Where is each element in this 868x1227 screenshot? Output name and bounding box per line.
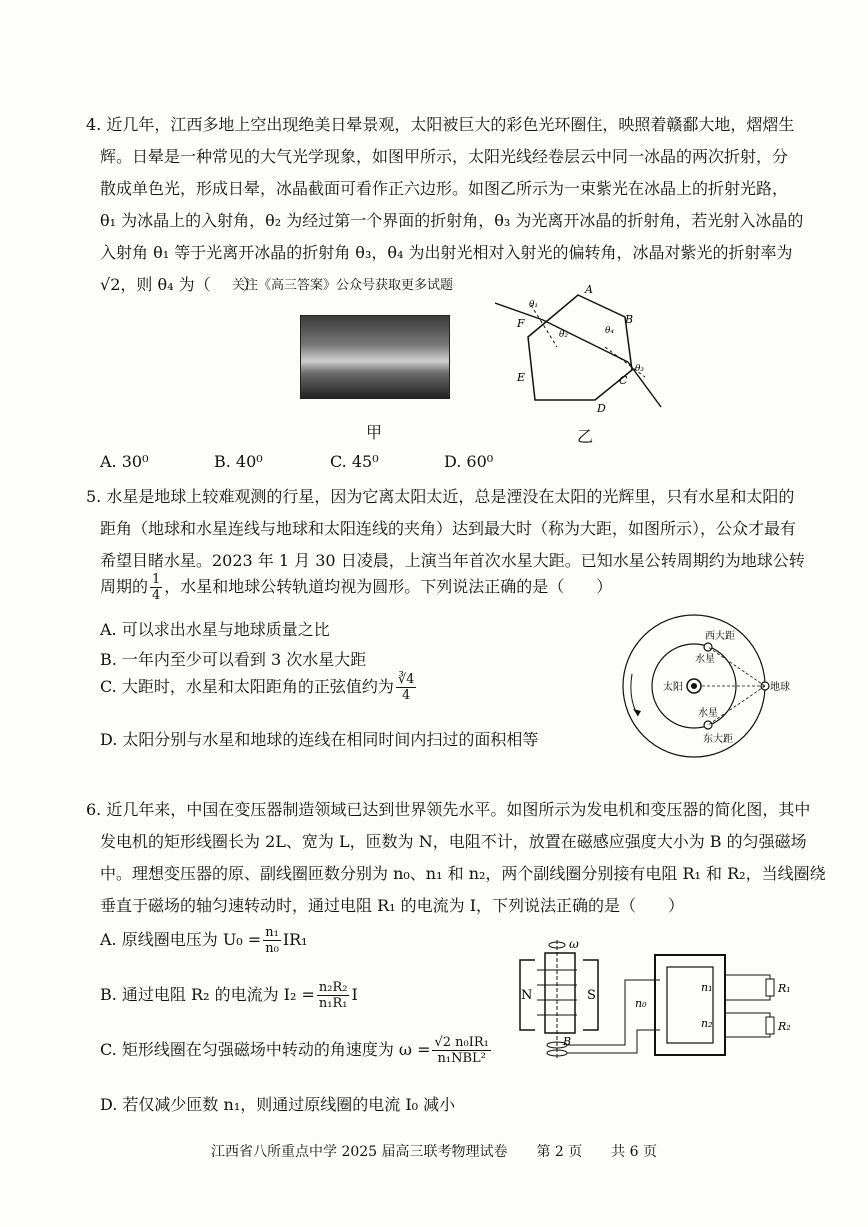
cbrt4-over-4: [396, 672, 417, 703]
q6-a-den: n₀: [265, 941, 279, 956]
footer-total: 共 6 页: [611, 1144, 657, 1160]
omega-label: ω: [569, 937, 579, 951]
q6-option-a[interactable]: [100, 925, 308, 956]
fraction-numerator: 1: [152, 572, 161, 587]
theta2-label: θ₂: [559, 330, 569, 340]
hexagon-shape: [528, 295, 632, 400]
n-pole-label: N: [521, 988, 533, 1003]
q4-line-5: 入射角 θ₁ 等于光离开冰晶的折射角 θ₃，θ₄ 为出射光相对入射光的偏转角，冰晶对紫光的折射率为: [100, 243, 793, 262]
hexagon-figure: [495, 285, 675, 435]
q5-line-4: [100, 572, 612, 603]
q5-option-c[interactable]: [100, 672, 418, 703]
q4-option-a[interactable]: A. 30⁰: [100, 452, 149, 471]
resistor-r2: [766, 1017, 774, 1034]
n2-label: n₂: [701, 1017, 713, 1030]
vertex-a: A: [585, 285, 593, 296]
q5-option-a[interactable]: A. 可以求出水星与地球质量之比: [100, 620, 330, 639]
q4-line-6: √2，则 θ₄ 为（ ）: [100, 275, 259, 294]
footer-title: 江西省八所重点中学 2025 届高三联考物理试卷: [211, 1144, 508, 1160]
rectangular-coil: [545, 953, 575, 1033]
q5-option-c-text: C. 大距时，水星和太阳距角的正弦值约为: [100, 677, 394, 696]
n1-label: n₁: [701, 981, 713, 994]
mercury-bottom-label: 水星: [698, 708, 718, 719]
footer-page: 第 2 页: [536, 1144, 583, 1160]
sun-label: 太阳: [663, 682, 683, 693]
q4-option-d[interactable]: D. 60⁰: [444, 452, 494, 471]
fraction-denominator: 4: [152, 588, 161, 603]
fig-yi-label: 乙: [577, 427, 594, 446]
q6-line-1: 6. 近几年来，中国在变压器制造领域已达到世界领先水平。如图所示为发电机和变压器的简化图，其中: [86, 800, 811, 819]
q4-watermark: 关注《高三答案》公众号获取更多试题: [232, 278, 454, 293]
q6-option-b-fraction: [317, 980, 350, 1011]
s-pole-label: S: [587, 988, 596, 1003]
q5-line-2: 距角（地球和水星连线与地球和太阳连线的夹角）达到最大时（称为大距，如图所示），公众才最有: [100, 519, 797, 538]
q6-a-num: n₁: [265, 925, 279, 940]
vertex-c: C: [619, 374, 628, 387]
b-field-label: B: [563, 1035, 572, 1048]
q6-option-d[interactable]: D. 若仅减少匝数 n₁，则通过原线圈的电流 I₀ 减小: [100, 1095, 456, 1114]
q6-option-c-fraction: [432, 1035, 490, 1066]
cbrt-numerator: ∛4: [397, 672, 415, 687]
q6-c-den: n₁NBL²: [437, 1051, 486, 1066]
q4-line-2: 辉。日晕是一种常见的大气光学现象，如图甲所示，太阳光线经卷层云中同一冰晶的两次折射，分: [100, 147, 789, 166]
secondary-circuit-1: [725, 975, 770, 1000]
theta4-label: θ₄: [605, 326, 615, 336]
q6-option-a-fraction: [263, 925, 281, 956]
resistor-r1: [766, 979, 774, 996]
page-footer: [0, 1141, 868, 1161]
q6-option-b[interactable]: [100, 980, 358, 1011]
q6-option-b-pre: B. 通过电阻 R₂ 的电流为 I₂ =: [100, 985, 315, 1004]
q5-line-4-post: ，水星和地球公转轨道均视为圆形。下列说法正确的是（ ）: [164, 577, 613, 596]
q4-option-c[interactable]: C. 45⁰: [330, 452, 379, 471]
generator-transformer-figure: [515, 935, 805, 1065]
q6-b-num: n₂R₂: [318, 980, 348, 995]
q6-line-2: 发电机的矩形线圈长为 2L、宽为 L，匝数为 N，电阻不计，放置在磁感应强度大小为 B 的匀强磁场: [100, 832, 807, 851]
q6-c-num: √2 n₀IR₁: [434, 1035, 489, 1050]
vertex-e: E: [517, 371, 526, 384]
earth-label: 地球: [770, 682, 790, 693]
q6-line-4: 垂直于磁场的轴匀速转动时，通过电阻 R₁ 的电流为 I，下列说法正确的是（ ）: [100, 896, 685, 915]
q6-line-3: 中。理想变压器的原、副线圈匝数分别为 n₀、n₁ 和 n₂，两个副线圈分别接有电阻 R₁ 和 R₂，当线圈绕: [100, 864, 826, 883]
sun-halo-photo: [300, 315, 450, 399]
orbit-figure: [618, 612, 800, 762]
wire-bottom: [567, 1030, 660, 1053]
n0-label: n₀: [635, 997, 647, 1010]
q4-line-3: 散成单色光，形成日晕，冰晶截面可看作正六边形。如图乙所示为一束紫光在冰晶上的折射光路，: [100, 179, 789, 198]
q4-line-1: 4. 近几年，江西多地上空出现绝美日晕景观，太阳被巨大的彩色光环圈住，映照着赣鄱大地，熠熠生: [86, 115, 795, 134]
theta3-label: θ₃: [635, 364, 645, 374]
east-elongation-label: 东大距: [703, 734, 733, 745]
q5-line-1: 5. 水星是地球上较难观测的行星，因为它离太阳太近，总是湮没在太阳的光辉里，只有水星和太阳的: [86, 487, 795, 506]
r2-label: R₂: [778, 1020, 791, 1033]
theta1-label: θ₁: [529, 300, 539, 310]
quarter-fraction: [150, 572, 162, 603]
q4-line-4: θ₁ 为冰晶上的入射角，θ₂ 为经过第一个界面的折射角，θ₃ 为光离开冰晶的折射角，若光射入冰晶的: [100, 211, 804, 230]
r1-label: R₁: [778, 982, 791, 995]
transformer-core-inner: [667, 967, 713, 1043]
q5-option-d[interactable]: D. 太阳分别与水星和地球的连线在相同时间内扫过的面积相等: [100, 730, 539, 749]
q5-line-3: 希望目睹水星。2023 年 1 月 30 日凌晨，上演当年首次水星大距。已知水星公转周期约为地球公转: [100, 551, 805, 570]
vertex-b: B: [625, 313, 634, 326]
refracted-ray: [543, 320, 628, 362]
q5-option-b[interactable]: B. 一年内至少可以看到 3 次水星大距: [100, 650, 367, 669]
vertex-f: F: [517, 317, 525, 330]
west-elongation-label: 西大距: [705, 631, 735, 642]
cbrt-denominator: 4: [402, 688, 411, 703]
normal-line-1: [531, 305, 557, 347]
q6-option-b-post: I: [351, 985, 358, 1004]
q6-option-c-pre: C. 矩形线圈在匀强磁场中转动的角速度为 ω =: [100, 1040, 431, 1059]
secondary-circuit-2: [725, 1013, 770, 1037]
wire-top: [567, 980, 660, 1045]
q6-option-a-pre: A. 原线圈电压为 U₀ =: [100, 930, 262, 949]
sun-core: [691, 683, 697, 689]
q4-option-b[interactable]: B. 40⁰: [214, 452, 263, 471]
mercury-top-label: 水星: [695, 654, 715, 665]
q6-option-a-post: IR₁: [282, 930, 308, 949]
fig-jia-label: 甲: [366, 423, 383, 442]
exit-ray: [628, 362, 661, 407]
transformer-core-outer: [655, 955, 725, 1055]
q6-option-c[interactable]: [100, 1035, 493, 1066]
vertex-d: D: [597, 402, 606, 415]
q5-line-4-pre: 周期的: [100, 577, 149, 596]
q6-b-den: n₁R₁: [318, 996, 348, 1011]
